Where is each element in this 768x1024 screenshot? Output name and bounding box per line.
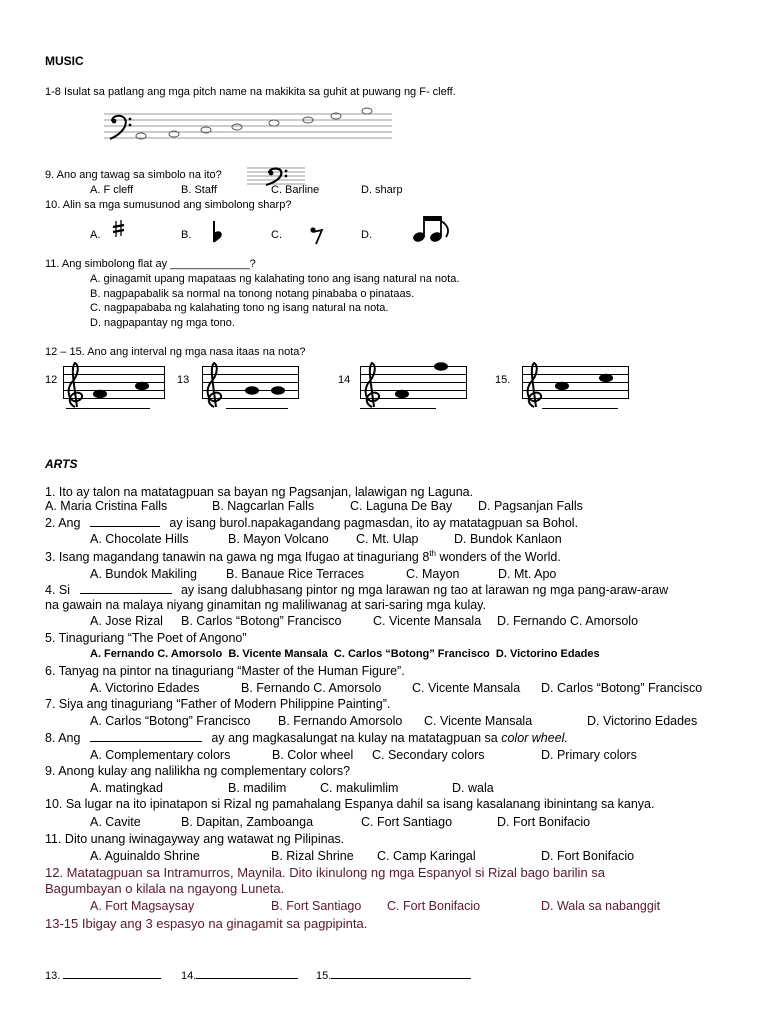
arts-q1-choice-d: D. Pagsanjan Falls xyxy=(478,499,583,513)
note-5 xyxy=(269,120,279,126)
answer-line-14[interactable]: 14. xyxy=(181,968,298,982)
q10-choice-d: D. xyxy=(361,229,372,241)
arts-q12-choice-b: B. Fort Santiago xyxy=(271,899,362,913)
arts-q3-choice-c: C. Mayon xyxy=(406,567,460,581)
answer-blank-14 xyxy=(360,398,436,412)
arts-q9-choice-c: C. makulimlim xyxy=(320,781,399,795)
arts-q2-choice-c: C. Mt. Ulap xyxy=(356,532,419,546)
arts-q11: 11. Dito unang iwinagayway ang watawat ng Pilipinas. xyxy=(45,832,345,846)
arts-q2-choice-d: D. Bundok Kanlaon xyxy=(454,532,562,546)
arts-q4: 4. Si ay isang dalubhasang pintor ng mga larawan ng tao at larawan ng mga pang-araw-araw xyxy=(45,583,669,597)
question-12-15: 12 – 15. Ano ang interval ng mga nasa itaas na nota? xyxy=(45,346,306,358)
arts-q10-choice-c: C. Fort Santiago xyxy=(361,815,453,829)
arts-q3-choice-b: B. Banaue Rice Terraces xyxy=(226,567,365,581)
arts-q4-choice-b: B. Carlos “Botong” Francisco xyxy=(181,614,342,628)
arts-q3-choice-a: A. Bundok Makiling xyxy=(90,567,198,581)
q10-choice-a: A. xyxy=(90,229,101,241)
note-upper xyxy=(599,374,613,382)
arts-q8: 8. Ang ay ang magkasalungat na kulay na matatagpuan sa color wheel. xyxy=(45,731,568,745)
note-lower xyxy=(245,386,259,394)
arts-q7: 7. Siya ang tinaguriang “Father of Modern Philippine Painting”. xyxy=(45,697,391,711)
arts-heading: ARTS xyxy=(45,457,78,471)
arts-q6-choice-c: C. Vicente Mansala xyxy=(412,681,521,695)
q10-choice-b: B. xyxy=(181,229,192,241)
arts-q3-choice-d: D. Mt. Apo xyxy=(498,567,557,581)
arts-q8-choice-d: D. Primary colors xyxy=(541,748,637,762)
note-lower xyxy=(93,390,107,398)
arts-q11-choice-a: A. Aguinaldo Shrine xyxy=(90,849,200,863)
interval-label-14: 14 xyxy=(338,374,351,386)
q9-choice-b: B. Staff xyxy=(181,184,217,196)
treble-clef-icon xyxy=(208,363,221,407)
question-11: 11. Ang simbolong flat ay _____________? xyxy=(45,258,256,270)
q9-choice-a: A. F cleff xyxy=(90,184,134,196)
arts-q13-15: 13-15 Ibigay ang 3 espasyo na ginagamit sa pagpipinta. xyxy=(45,916,368,931)
answer-line-15[interactable]: 15. xyxy=(316,968,471,982)
q11-choice-c: C. nagpapababa ng kalahating tono ng isang natural na nota. xyxy=(90,302,389,314)
arts-q11-choice-b: B. Rizal Shrine xyxy=(271,849,354,863)
question-1-8: 1-8 Isulat sa patlang ang mga pitch name na makikita sa guhit at puwang ng F- cleff. xyxy=(45,86,456,98)
bass-staff-figure xyxy=(104,108,392,146)
arts-q6: 6. Tanyag na pintor na tinaguriang “Master of the Human Figure”. xyxy=(45,664,405,678)
arts-q6-choice-b: B. Fernando C. Amorsolo xyxy=(241,681,382,695)
arts-q5-choices: A. Fernando C. Amorsolo B. Vicente Mansala C. Carlos “Botong” Francisco D. Victorino Edades xyxy=(90,648,600,660)
arts-q9-choice-d: D. wala xyxy=(452,781,494,795)
arts-q1-choice-b: B. Nagcarlan Falls xyxy=(212,499,315,513)
note-lower xyxy=(395,390,409,398)
arts-q12-line2: Bagumbayan o kilala na ngayong Luneta. xyxy=(45,881,285,896)
arts-q10-choice-b: B. Dapitan, Zamboanga xyxy=(181,815,314,829)
arts-q9-choice-b: B. madilim xyxy=(228,781,287,795)
q9-choice-c: C. Barline xyxy=(271,184,320,196)
note-lower xyxy=(555,382,569,390)
arts-q7-choice-b: B. Fernando Amorsolo xyxy=(278,714,403,728)
arts-q2-choice-a: A. Chocolate Hills xyxy=(90,532,189,546)
q11-choice-a: A. ginagamit upang mapataas ng kalahating tono ang isang natural na nota. xyxy=(90,273,460,285)
answer-line-13[interactable]: 13. xyxy=(45,968,161,982)
arts-q3: 3. Isang magandang tanawin na gawa ng mga Ifugao at tinaguriang 8th wonders of the World. xyxy=(45,548,561,564)
arts-q10-choice-d: D. Fort Bonifacio xyxy=(497,815,591,829)
q11-choice-b: B. nagpapabalik sa normal na tonong notang pinababa o pinataas. xyxy=(90,288,415,300)
answer-blank-13 xyxy=(226,398,288,412)
arts-q8-choice-c: C. Secondary colors xyxy=(372,748,485,762)
arts-q7-choice-d: D. Victorino Edades xyxy=(587,714,698,728)
arts-q4-line2: na gawain na malaya niyang ginamitan ng maliliwanag at sari-saring mga kulay. xyxy=(45,598,486,612)
arts-q8-choice-b: B. Color wheel xyxy=(272,748,354,762)
q11-choice-d: D. nagpapantay ng mga tono. xyxy=(90,317,235,329)
question-10: 10. Alin sa mga sumusunod ang simbolong sharp? xyxy=(45,199,292,211)
question-9: 9. Ano ang tawag sa simbolo na ito? xyxy=(45,169,222,181)
interval-label-15: 15. xyxy=(495,374,511,386)
arts-q4-choice-d: D. Fernando C. Amorsolo xyxy=(497,614,639,628)
note-upper xyxy=(135,382,149,390)
music-heading: MUSIC xyxy=(45,54,84,68)
arts-q1: 1. Ito ay talon na matatagpuan sa bayan ng Pagsanjan, lalawigan ng Laguna. xyxy=(45,485,474,499)
answer-blank-12 xyxy=(66,398,150,412)
note-upper xyxy=(271,386,285,394)
arts-q11-choice-c: C. Camp Karingal xyxy=(377,849,476,863)
note-upper xyxy=(434,362,448,370)
arts-q8-choice-a: A. Complementary colors xyxy=(90,748,231,762)
arts-q4-choice-a: A. Jose Rizal xyxy=(90,614,163,628)
interval-label-13: 13 xyxy=(177,374,190,386)
arts-q12: 12. Matatagpuan sa Intramurros, Maynila. Dito ikinulong ng mga Espanyol si Rizal bago barilin sa xyxy=(45,865,606,880)
arts-q12-choice-d: D. Wala sa nabanggit xyxy=(541,899,661,913)
f-clef-icon xyxy=(266,169,287,185)
bass-clef-symbol-figure xyxy=(247,165,305,185)
q10-choice-c: C. xyxy=(271,229,282,241)
arts-q6-choice-d: D. Carlos “Botong” Francisco xyxy=(541,681,703,695)
arts-q9: 9. Anong kulay ang nalilikha ng complementary colors? xyxy=(45,764,351,778)
arts-q12-choice-c: C. Fort Bonifacio xyxy=(387,899,481,913)
arts-q12-choice-a: A. Fort Magsaysay xyxy=(90,899,195,913)
interval-label-12: 12 xyxy=(45,374,58,386)
arts-q6-choice-a: A. Victorino Edades xyxy=(90,681,200,695)
note-4 xyxy=(232,124,242,130)
sharp-icon xyxy=(112,220,126,238)
arts-q9-choice-a: A. matingkad xyxy=(90,781,163,795)
arts-q2-choice-b: B. Mayon Volcano xyxy=(228,532,329,546)
beamed-eighth-notes-icon xyxy=(412,213,452,243)
eighth-rest-icon xyxy=(310,227,324,245)
arts-q11-choice-d: D. Fort Bonifacio xyxy=(541,849,635,863)
flat-icon xyxy=(211,221,225,243)
arts-q1-choice-c: C. Laguna De Bay xyxy=(350,499,453,513)
arts-q7-choice-c: C. Vicente Mansala xyxy=(424,714,533,728)
arts-q10-choice-a: A. Cavite xyxy=(90,815,141,829)
treble-clef-icon xyxy=(528,363,541,407)
arts-q5: 5. Tinaguriang “The Poet of Angono” xyxy=(45,631,247,645)
note-8 xyxy=(362,108,372,114)
arts-q7-choice-a: A. Carlos “Botong” Francisco xyxy=(90,714,251,728)
f-clef-icon xyxy=(110,116,131,139)
arts-q4-choice-c: C. Vicente Mansala xyxy=(373,614,482,628)
arts-q2: 2. Ang ay isang burol.napakagandang pagmasdan, ito ay matatagpuan sa Bohol. xyxy=(45,516,579,530)
answer-blank-15 xyxy=(542,398,618,412)
q9-choice-d: D. sharp xyxy=(361,184,403,196)
arts-q1-choice-a: A. Maria Cristina Falls xyxy=(45,499,168,513)
arts-q10: 10. Sa lugar na ito ipinatapon si Rizal ng pamahalang Espanya dahil sa isang kasalanang ibinintang sa kanya. xyxy=(45,797,655,811)
